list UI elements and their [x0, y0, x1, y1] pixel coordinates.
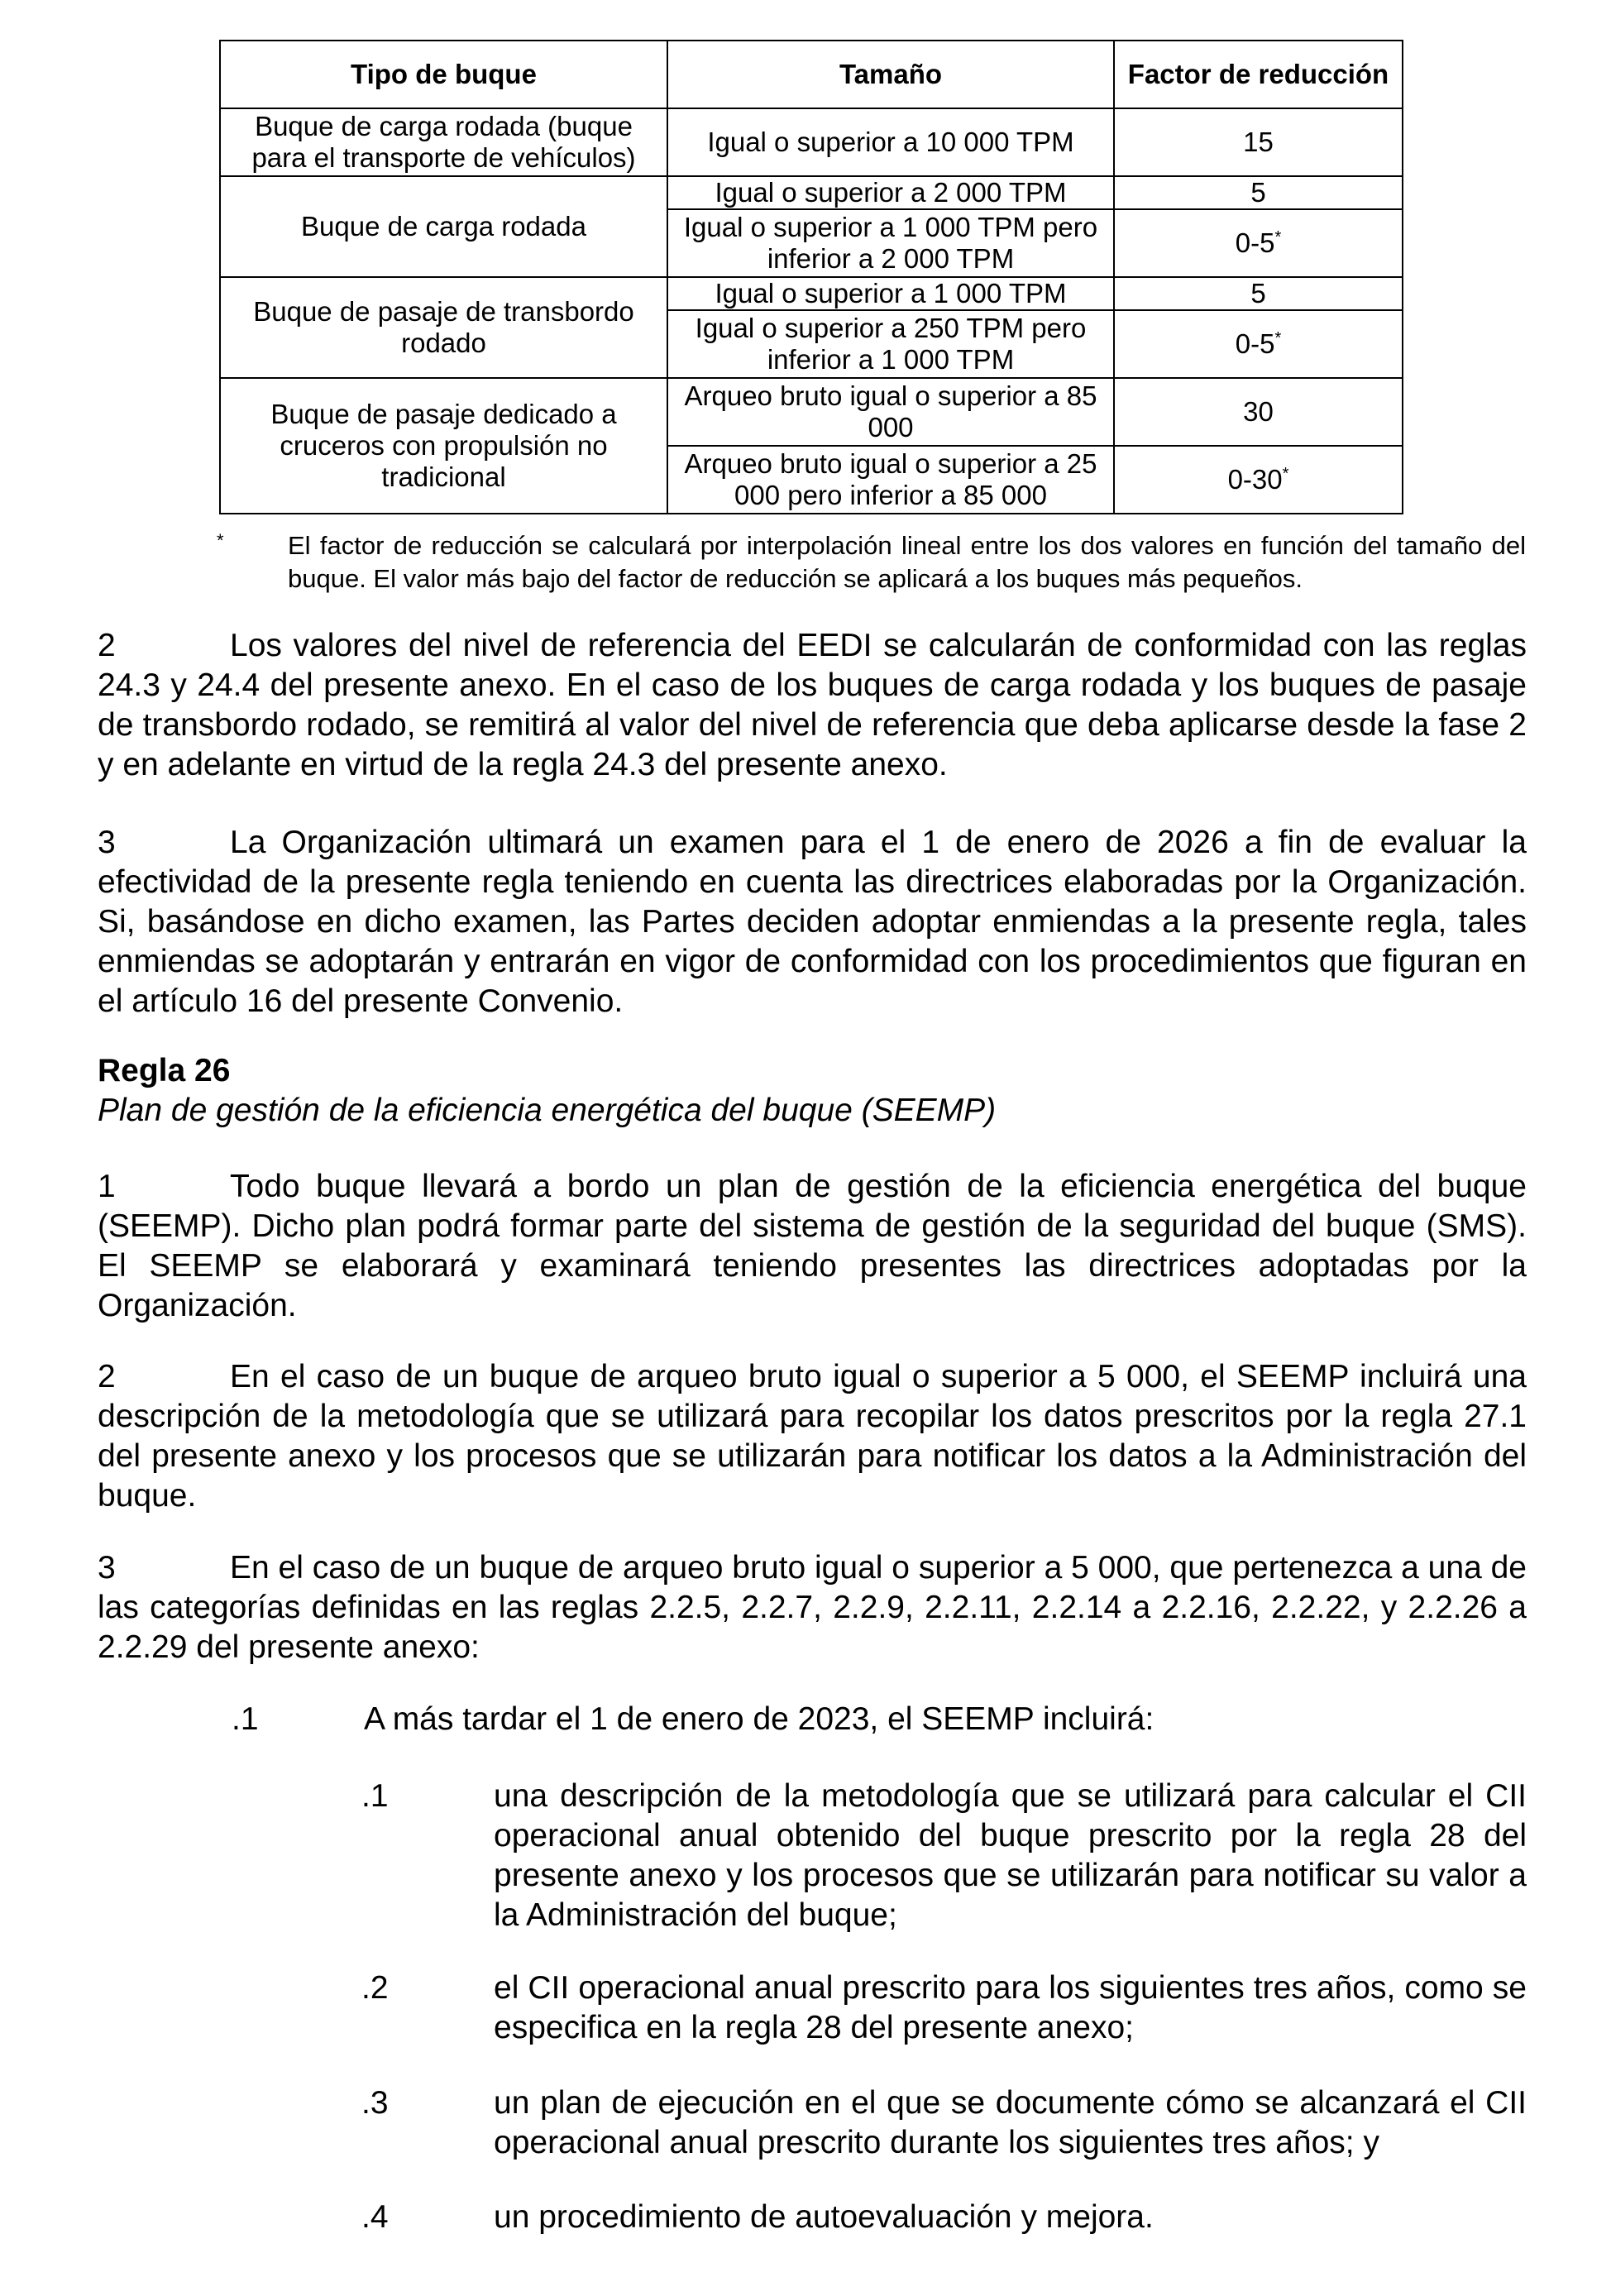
cell-size: Igual o superior a 250 TPM pero inferior a 1 000 TPM — [667, 310, 1114, 378]
paragraph-number: 2 — [98, 1359, 116, 1394]
table-header-row — [220, 41, 1403, 108]
cell-factor: 5 — [1114, 277, 1403, 310]
table-row — [220, 378, 1403, 446]
footnote-ref: * — [1282, 465, 1289, 483]
subparagraph-text: A más tardar el 1 de enero de 2023, el SEEMP incluirá: — [364, 1701, 1154, 1737]
paragraph-text: La Organización ultimará un examen para el 1 de enero de 2026 a fin de evaluar la efectividad de la presente regla teniendo en cuenta las directrices elaboradas por la Organización. Si, basándose en dicho examen, las Partes deciden adoptar enmiendas a la presente regla, tales enmiendas se adoptarán y entrarán en vigor de conformidad con los procedimientos que figuran en el artículo 16 del presente Convenio. — [98, 825, 1527, 1019]
list-item-text: un plan de ejecución en el que se documente cómo se alcanzará el CII operacional anual prescrito durante los siguientes tres años; y — [494, 2085, 1527, 2160]
paragraph-text: Los valores del nivel de referencia del EEDI se calcularán de conformidad con las reglas 24.3 y 24.4 del presente anexo. En el caso de los buques de carga rodada y los buques de pasaje de transbordo rodado, se remitirá al valor del nivel de referencia que deba aplicarse desde la fase 2 y en adelante en virtud de la regla 24.3 del presente anexo. — [98, 628, 1527, 782]
factor-value: 0-5 — [1235, 328, 1275, 359]
header-ship-type: Tipo de buque — [220, 41, 667, 108]
cell-factor: 5 — [1114, 176, 1403, 209]
header-size: Tamaño — [667, 41, 1114, 108]
cell-factor: 15 — [1114, 108, 1403, 176]
paragraph-number: 3 — [98, 825, 116, 860]
cell-factor — [1114, 310, 1403, 378]
table-footnote — [217, 529, 1526, 596]
subparagraph-number: .1 — [232, 1701, 259, 1737]
list-item-text: el CII operacional anual prescrito para los siguientes tres años, como se especifica en la regla 28 del presente anexo; — [494, 1970, 1527, 2045]
reduction-factor-table — [219, 40, 1403, 514]
footnote-ref: * — [1274, 228, 1282, 246]
rule-paragraph-2 — [98, 1357, 1527, 1516]
cell-ship-type: Buque de pasaje de transbordo rodado — [220, 277, 667, 378]
table-row — [220, 176, 1403, 209]
list-item-number: .1 — [361, 1778, 389, 1814]
table-row — [220, 277, 1403, 310]
cell-size: Igual o superior a 2 000 TPM — [667, 176, 1114, 209]
footnote-text: El factor de reducción se calculará por interpolación lineal entre los dos valores en función del tamaño del buque. El valor más bajo del factor de reducción se aplicará a los buques más pequeños. — [288, 531, 1526, 593]
paragraph-number: 3 — [98, 1550, 116, 1586]
footnote-ref: * — [1274, 329, 1282, 347]
table-row — [220, 108, 1403, 176]
paragraph-text: Todo buque llevará a bordo un plan de gestión de la eficiencia energética del buque (SEEMP). Dicho plan podrá formar parte del sistema de gestión de la seguridad del buque (SMS). El SEEMP se elaborará y examinará teniendo presentes las directrices adoptadas por la Organización. — [98, 1169, 1527, 1323]
cell-size: Arqueo bruto igual o superior a 25 000 pero inferior a 85 000 — [667, 446, 1114, 514]
paragraph-number: 1 — [98, 1169, 116, 1204]
paragraph-text: En el caso de un buque de arqueo bruto igual o superior a 5 000, el SEEMP incluirá una descripción de la metodología que se utilizará para recopilar los datos prescritos por la regla 27.1 del presente anexo y los procesos que se utilizarán para notificar los datos a la Administración del buque. — [98, 1359, 1527, 1514]
paragraph-3 — [98, 823, 1527, 1021]
factor-value: 0-5 — [1235, 227, 1275, 258]
list-item-number: .4 — [361, 2199, 389, 2235]
list-item-number: .2 — [361, 1970, 389, 2006]
cell-factor — [1114, 209, 1403, 277]
header-reduction-factor: Factor de reducción — [1114, 41, 1403, 108]
cell-ship-type: Buque de carga rodada (buque para el transporte de vehículos) — [220, 108, 667, 176]
cell-ship-type: Buque de carga rodada — [220, 176, 667, 277]
rule-subtitle: Plan de gestión de la eficiencia energética del buque (SEEMP) — [98, 1093, 997, 1128]
cell-ship-type: Buque de pasaje dedicado a cruceros con propulsión no tradicional — [220, 378, 667, 514]
paragraph-number: 2 — [98, 628, 116, 663]
cell-size: Igual o superior a 1 000 TPM — [667, 277, 1114, 310]
cell-size: Igual o superior a 1 000 TPM pero inferior a 2 000 TPM — [667, 209, 1114, 277]
factor-value: 0-30 — [1227, 464, 1283, 495]
list-item-number: .3 — [361, 2085, 389, 2121]
cell-size: Arqueo bruto igual o superior a 85 000 — [667, 378, 1114, 446]
cell-size: Igual o superior a 10 000 TPM — [667, 108, 1114, 176]
rule-title: Regla 26 — [98, 1053, 231, 1088]
paragraph-2 — [98, 626, 1527, 785]
rule-paragraph-1 — [98, 1167, 1527, 1326]
paragraph-text: En el caso de un buque de arqueo bruto igual o superior a 5 000, que pertenezca a una de las categorías definidas en las reglas 2.2.5, 2.2.7, 2.2.9, 2.2.11, 2.2.14 a 2.2.16, 2.2.22, y 2.2.26 a 2.2.29 del presente anexo: — [98, 1550, 1527, 1665]
list-item-text: una descripción de la metodología que se utilizará para calcular el CII operacional anual obtenido del buque prescrito por la regla 28 del presente anexo y los procesos que se utilizarán para notificar su valor a la Administración del buque; — [494, 1778, 1527, 1933]
cell-factor: 30 — [1114, 378, 1403, 446]
rule-paragraph-3 — [98, 1548, 1527, 1667]
list-item-text: un procedimiento de autoevaluación y mejora. — [494, 2199, 1154, 2235]
footnote-mark: * — [217, 530, 224, 551]
cell-factor — [1114, 446, 1403, 514]
